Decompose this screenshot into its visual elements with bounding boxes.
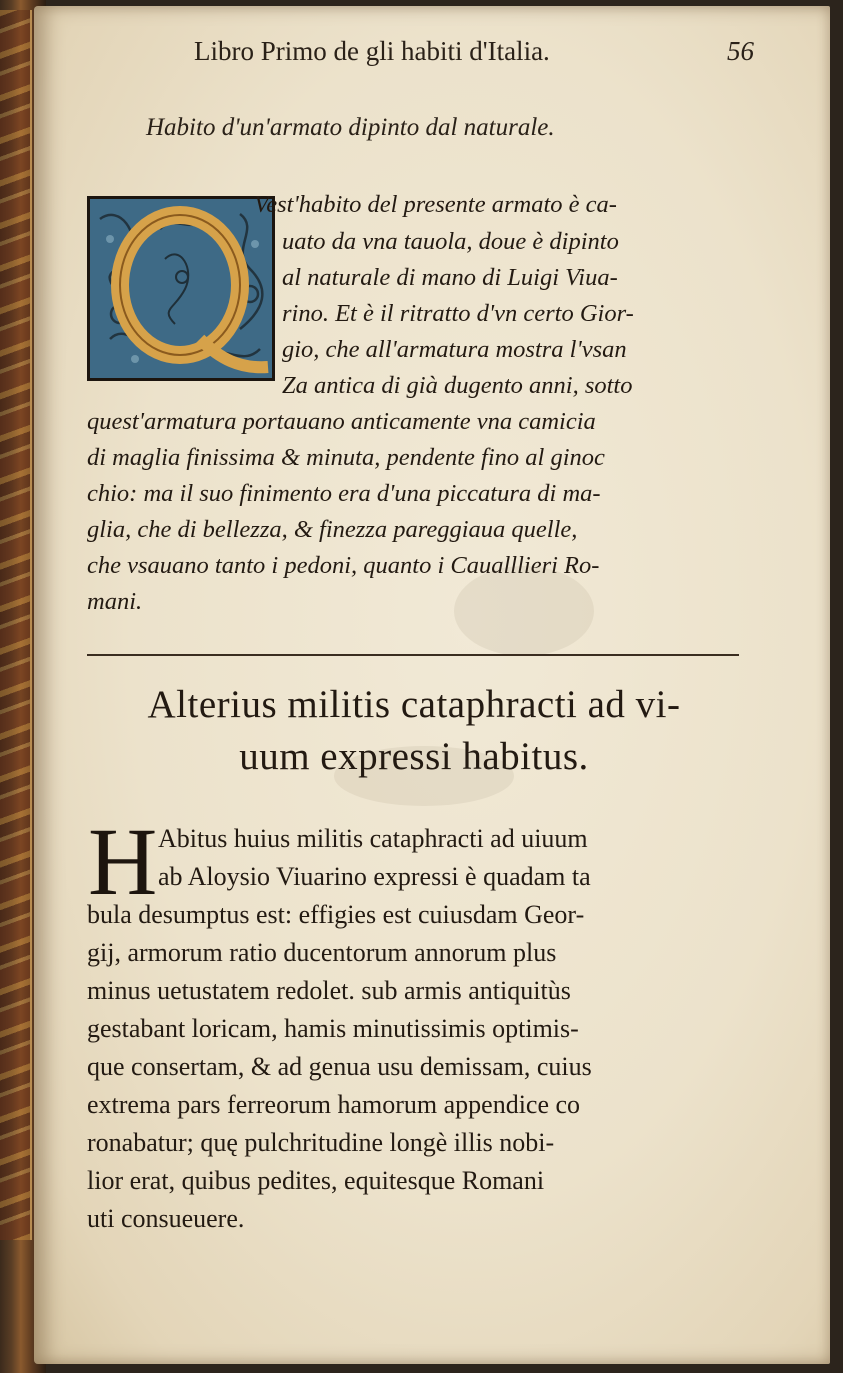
running-header bbox=[194, 36, 754, 76]
latin-line: uti consueuere. bbox=[87, 1204, 245, 1233]
latin-title-line: Alterius militis cataphracti ad vi- bbox=[147, 683, 681, 726]
latin-line: ab Aloysio Viuarino expressi è quadam ta bbox=[158, 862, 591, 891]
italian-line: glia, che di bellezza, & finezza pareggiaua quelle, bbox=[87, 516, 578, 543]
page-number: 56 bbox=[727, 36, 754, 66]
italian-line: rino. Et è il ritratto d'vn certo Gior- bbox=[282, 300, 634, 327]
italian-line: gio, che all'armatura mostra l'vsan bbox=[282, 336, 627, 363]
italian-line: di maglia finissima & minuta, pendente fino al ginoc bbox=[87, 444, 605, 471]
latin-line: gestabant loricam, hamis minutissimis optimis- bbox=[87, 1014, 579, 1043]
latin-line: bula desumptus est: effigies est cuiusdam Geor- bbox=[87, 900, 585, 929]
italian-line: Vest'habito del presente armato è ca- bbox=[254, 191, 617, 218]
italian-line: quest'armatura portauano anticamente vna camicia bbox=[87, 408, 596, 435]
initial-q-illumination bbox=[90, 199, 272, 378]
initial-h: H bbox=[88, 808, 158, 915]
italian-line: mani. bbox=[87, 588, 143, 615]
latin-line: minus uetustatem redolet. sub armis antiquitùs bbox=[87, 976, 571, 1005]
italian-heading: Habito d'un'armato dipinto dal naturale. bbox=[146, 114, 555, 141]
latin-line: que consertam, & ad genua usu demissam, cuius bbox=[87, 1052, 592, 1081]
book-page bbox=[34, 6, 830, 1364]
italian-line: che vsauano tanto i pedoni, quanto i Caualllieri Ro- bbox=[87, 552, 600, 579]
decorated-initial-q bbox=[87, 196, 275, 381]
latin-line: ronabatur; quę pulchritudine longè illis nobi- bbox=[87, 1128, 555, 1157]
italian-line: al naturale di mano di Luigi Viua- bbox=[282, 264, 618, 291]
latin-title-line: uum expressi habitus. bbox=[239, 735, 589, 778]
italian-line: chio: ma il suo finimento era d'una piccatura di ma- bbox=[87, 480, 601, 507]
italian-line: Za antica di già dugento anni, sotto bbox=[282, 372, 633, 399]
italian-line: uato da vna tauola, doue è dipinto bbox=[282, 228, 619, 255]
latin-line: gij, armorum ratio ducentorum annorum plus bbox=[87, 938, 557, 967]
latin-line: lior erat, quibus pedites, equitesque Romani bbox=[87, 1166, 545, 1195]
latin-line: Abitus huius militis cataphracti ad uiuum bbox=[158, 824, 588, 853]
running-title: Libro Primo de gli habiti d'Italia. bbox=[194, 36, 550, 66]
section-divider bbox=[87, 654, 739, 656]
latin-line: extrema pars ferreorum hamorum appendice co bbox=[87, 1090, 581, 1119]
ornamental-binding bbox=[0, 10, 32, 1240]
